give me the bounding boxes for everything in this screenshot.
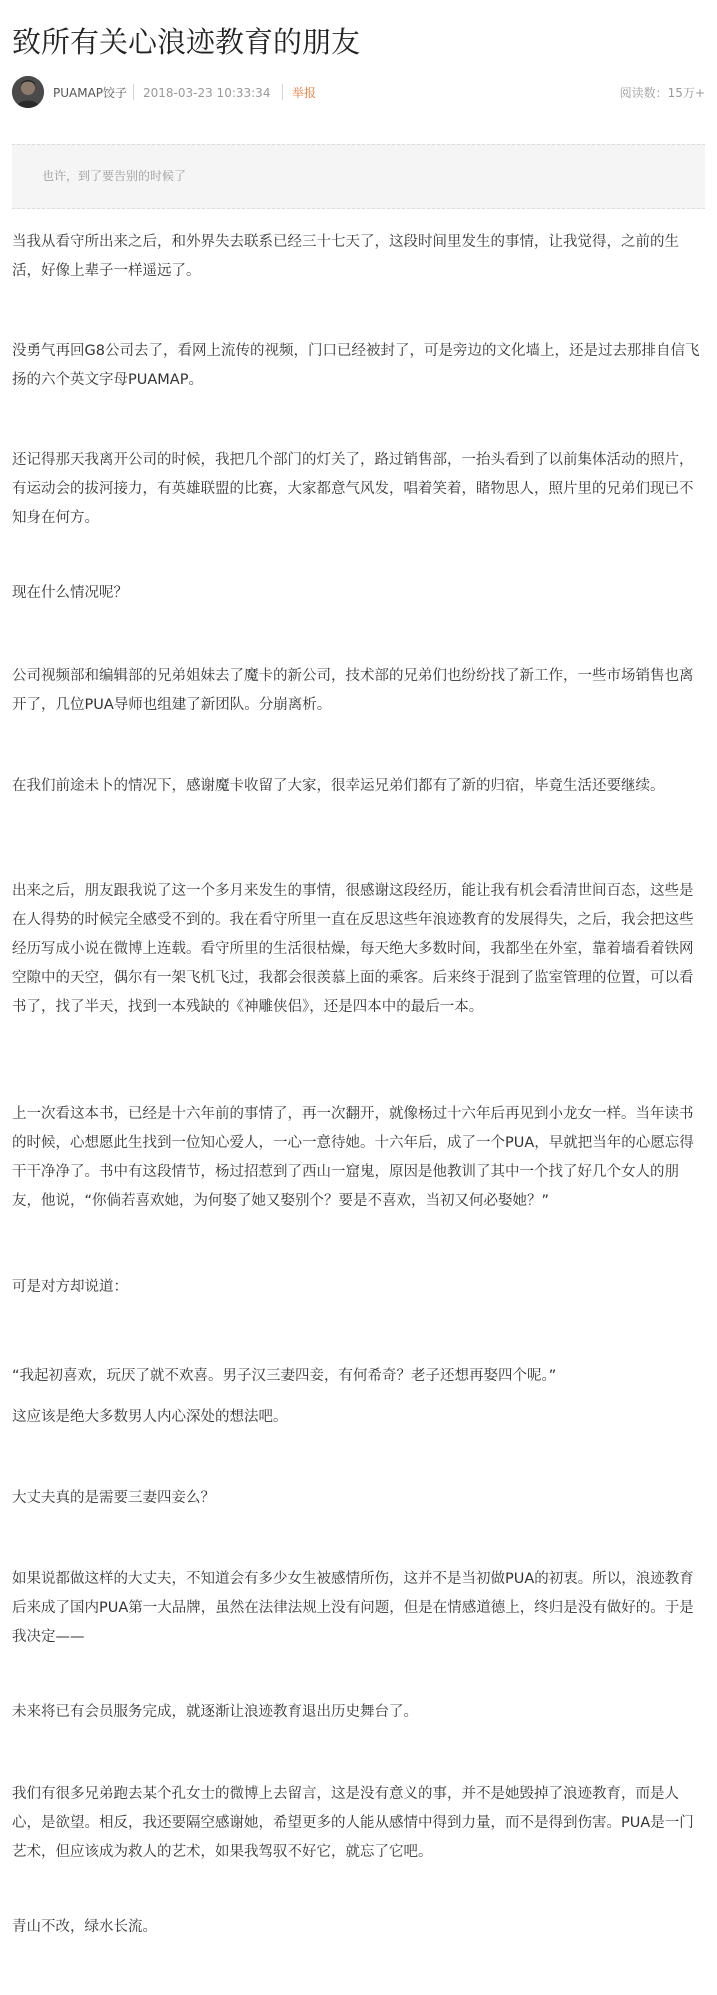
paragraph: 青山不改，绿水长流。: [12, 1919, 157, 1935]
paragraph: 公司视频部和编辑部的兄弟姐妹去了魔卡的新公司，技术部的兄弟们也纷纷找了新工作，一些市场销售也离开了，几位PUA导师也组建了新团队。分崩离析。: [12, 668, 694, 713]
author-name[interactable]: PUAMAP饺子: [53, 86, 128, 100]
paragraph: 上一次看这本书，已经是十六年前的事情了，再一次翻开，就像杨过十六年后再见到小龙女一样。当年读书的时候，心想愿此生找到一位知心爱人，一心一意待她。十六年后，成了一个PUA，早就把当年的心愿忘得干干净净了。书中有这段情节，杨过招惹到了西山一窟鬼，原因是他教训了其中一个找了好几个女人的朋友，他说，“你倘若喜欢她，为何娶了她又娶别个？要是不喜欢，当初又何必娶她？”: [12, 1106, 694, 1209]
report-link[interactable]: 举报: [292, 86, 317, 100]
paragraph: 现在什么情况呢？: [12, 585, 128, 601]
meta-divider: [133, 84, 134, 100]
paragraph: 当我从看守所出来之后，和外界失去联系已经三十七天了，这段时间里发生的事情，让我觉得，之前的生活，好像上辈子一样遥远了。: [12, 234, 679, 279]
paragraph: 我们有很多兄弟跑去某个孔女士的微博上去留言，这是没有意义的事，并不是她毁掉了浪迹教育，而是人心，是欲望。相反，我还要隔空感谢她，希望更多的人能从感情中得到力量，而不是得到伤害。PUA是一门艺术，但应该成为救人的艺术，如果我驾驭不好它，就忘了它吧。: [12, 1786, 694, 1860]
article-title: 致所有关心浪迹教育的朋友: [12, 25, 361, 59]
avatar-icon: [12, 76, 44, 108]
view-count: 阅读数：15万+: [619, 86, 705, 100]
paragraph: 出来之后，朋友跟我说了这一个多月来发生的事情，很感谢这段经历，能让我有机会看清世间百态，这些是在人得势的时候完全感受不到的。我在看守所里一直在反思这些年浪迹教育的发展得失，之后，我会把这些经历写成小说在微博上连载。看守所里的生活很枯燥，每天绝大多数时间，我都坐在外室，靠着墙看着铁网空隙中的天空，偶尔有一架飞机飞过，我都会很羡慕上面的乘客。后来终于混到了监室管理的位置，可以看书了，找了半天，找到一本残缺的《神雕侠侣》，还是四本中的最后一本。: [12, 883, 694, 1015]
publish-time: 2018-03-23 10:33:34: [143, 86, 271, 100]
summary-text: 也许，到了要告别的时候了: [42, 169, 187, 183]
avatar[interactable]: [12, 76, 44, 108]
meta-divider: [282, 84, 283, 100]
article-summary: [12, 144, 705, 209]
paragraph: 没勇气再回G8公司去了，看网上流传的视频，门口已经被封了，可是旁边的文化墙上，还是过去那排自信飞扬的六个英文字母PUAMAP。: [12, 343, 700, 388]
article-meta: [12, 76, 705, 110]
paragraph: 可是对方却说道：: [12, 1279, 128, 1295]
paragraph: 大丈夫真的是需要三妻四妾么？: [12, 1490, 215, 1506]
paragraph: “我起初喜欢，玩厌了就不欢喜。男子汉三妻四妾，有何希奇？老子还想再娶四个呢。”: [12, 1368, 557, 1384]
paragraph: 这应该是绝大多数男人内心深处的想法吧。: [12, 1409, 288, 1425]
paragraph: 如果说都做这样的大丈夫，不知道会有多少女生被感情所伤，这并不是当初做PUA的初衷。所以，浪迹教育后来成了国内PUA第一大品牌，虽然在法律法规上没有问题，但是在情感道德上，终归是没有做好的。于是我决定——: [12, 1571, 694, 1645]
paragraph: 未来将已有会员服务完成，就逐渐让浪迹教育退出历史舞台了。: [12, 1704, 418, 1720]
paragraph: 在我们前途未卜的情况下，感谢魔卡收留了大家，很幸运兄弟们都有了新的归宿，毕竟生活还要继续。: [12, 778, 665, 794]
paragraph: 还记得那天我离开公司的时候，我把几个部门的灯关了，路过销售部，一抬头看到了以前集体活动的照片，有运动会的拔河接力，有英雄联盟的比赛，大家都意气风发，唱着笑着，睹物思人，照片里的兄弟们现已不知身在何方。: [12, 452, 694, 526]
